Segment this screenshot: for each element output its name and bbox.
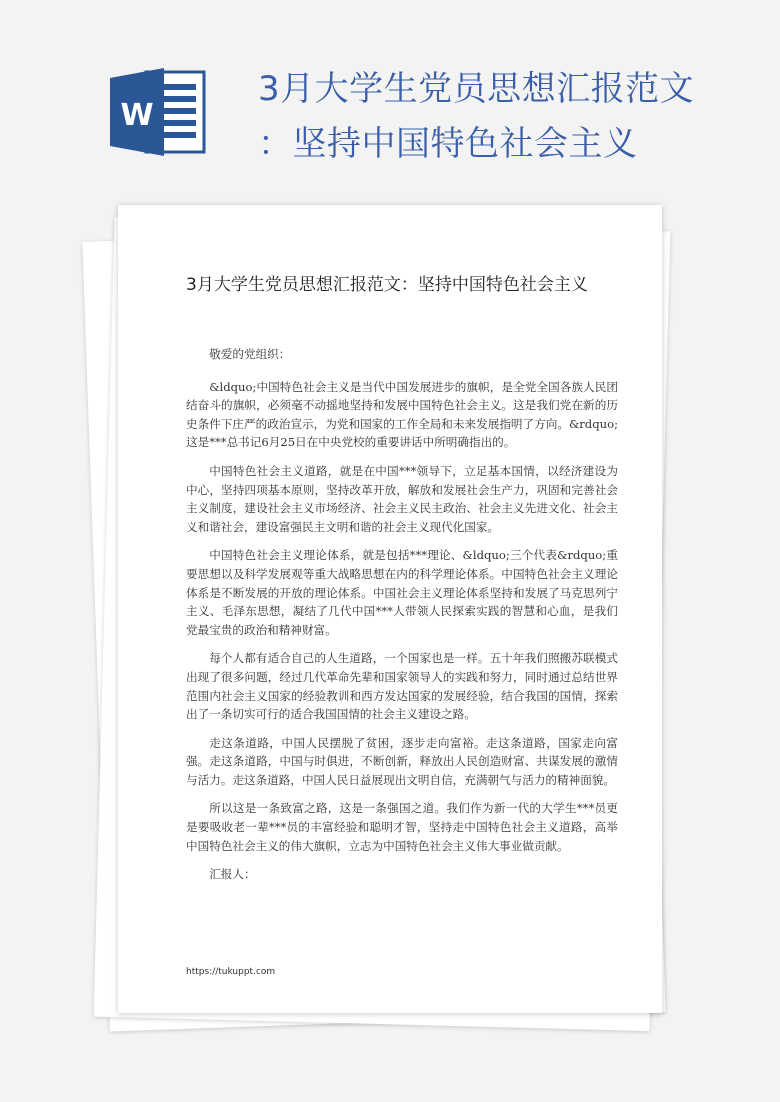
- paragraph-6: 所以这是一条致富之路，这是一条强国之道。我们作为新一代的大学生***员更是要吸收老一辈***员的丰富经验和聪明才智，坚持走中国特色社会主义道路，高举中国特色社会主义的伟大旗帜，立志为中国特色社会主义伟大事业做贡献。: [186, 801, 618, 853]
- paragraph-4: 每个人都有适合自己的人生道路，一个国家也是一样。五十年我们照搬苏联模式出现了很多问题，经过几代革命先辈和国家领导人的实践和努力，同时通过总结世界范围内社会主义国家的经验教训和西方发达国家的发展经验，结合我国的国情，探索出了一条切实可行的适合我国国情的社会主义建设之路。: [186, 651, 618, 722]
- document-title: 3月大学生党员思想汇报范文：坚持中国特色社会主义: [186, 275, 588, 295]
- cover-title: [258, 62, 758, 172]
- cover-title-line-2: ：坚持中国特色社会主义: [258, 124, 638, 164]
- paragraph-5: 走这条道路，中国人民摆脱了贫困，逐步走向富裕。走这条道路，国家走向富强。走这条道路，中国与时俱进，不断创新，释放出人民创造财富、共谋发展的激情与活力。走这条道路，中国人民日益展现出文明自信，充满朝气与活力的精神面貌。: [186, 735, 618, 787]
- paragraph-2: 中国特色社会主义道路，就是在中国***领导下，立足基本国情，以经济建设为中心，坚持四项基本原则，坚持改革开放，解放和发展社会生产力，巩固和完善社会主义制度，建设社会主义市场经济、社会主义民主政治、社会主义先进文化、社会主义和谐社会，建设富强民主文明和谐的社会主义现代化国家。: [186, 463, 618, 534]
- svg-text:W: W: [120, 98, 154, 133]
- paragraph-1: &ldquo;中国特色社会主义是当代中国发展进步的旗帜，是全党全国各族人民团结奋斗的旗帜，必须毫不动摇地坚持和发展中国特色社会主义。这是我们党在新的历史条件下庄严的政治宣示，为党和国家的工作全局和未来发展指明了方向。&rdquo;这是***总书记6月25日在中央党校的重要讲话中所明确指出的。: [186, 379, 618, 450]
- footer-url: https://tukuppt.com: [186, 967, 276, 977]
- paragraph-3: 中国特色社会主义理论体系，就是包括***理论、&ldquo;三个代表&rdquo;重要思想以及科学发展观等重大战略思想在内的科学理论体系。中国特色社会主义理论体系是不断发展的开放的理论体系。中国社会主义理论体系坚持和发展了马克思列宁主义、毛泽东思想，凝结了几代中国***人带领人民探索实践的智慧和心血，是我们党最宝贵的政治和精神财富。: [186, 548, 618, 637]
- cover-title-line-1: 3月大学生党员思想汇报范文: [258, 69, 695, 109]
- document-page: [118, 205, 662, 1013]
- document-body: [186, 345, 618, 898]
- word-document-icon: [108, 68, 208, 156]
- signoff: 汇报人：: [209, 867, 256, 882]
- salutation: 敬爱的党组织：: [209, 347, 291, 361]
